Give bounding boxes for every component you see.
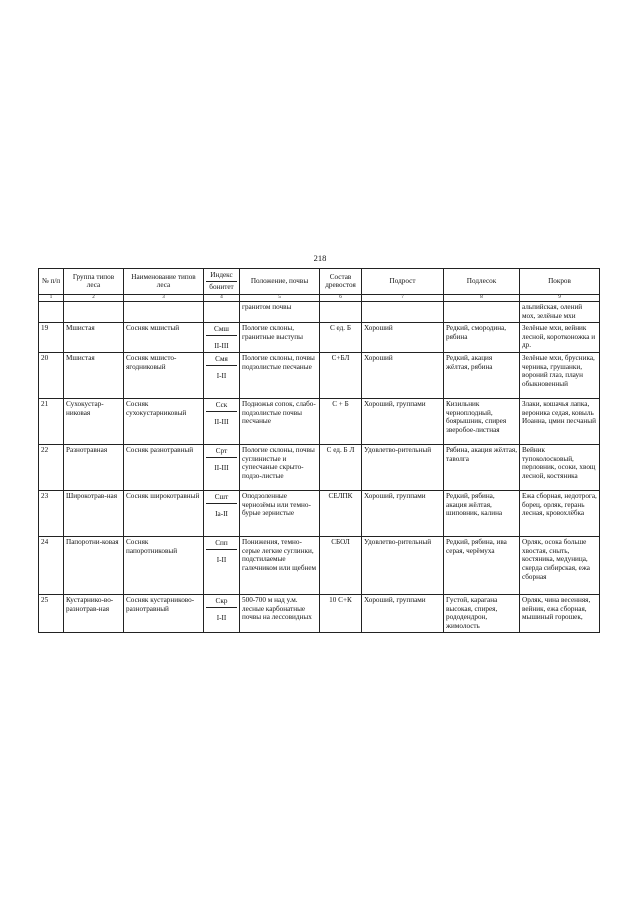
column-number: 2 (64, 294, 124, 301)
header-name: Наименование типов леса (124, 269, 204, 295)
cell-undergrowth: Хороший, группами (362, 490, 444, 536)
cell-num: 22 (39, 444, 64, 490)
cell-group: Мшистая (64, 322, 124, 352)
header-row (39, 269, 600, 295)
header-group: Группа типов леса (64, 269, 124, 295)
cell-undergrowth: Хороший (362, 352, 444, 398)
header-undergrowth: Подрост (362, 269, 444, 295)
table-row (39, 536, 600, 594)
column-number: 9 (520, 294, 600, 301)
cell-position: Пологие склоны, почвы суглинистые и супесчаные скрыто-подзо-листые (240, 444, 320, 490)
cell-index (204, 444, 240, 490)
header-index-bottom: бонитет (209, 282, 234, 291)
cell-num: 21 (39, 398, 64, 444)
table-row (39, 352, 600, 398)
cell-undergrowth: Удовлетво-рительный (362, 444, 444, 490)
cell-name: Сосняк разнотравный (124, 444, 204, 490)
cell-cover: Ежа сборная, недотрога, борец, орляк, герань лесная, кровохлёбка (520, 490, 600, 536)
cell-group: Разнотравная (64, 444, 124, 490)
continuation-row (39, 301, 600, 322)
cell-position: Пологие склоны, почвы подзолистые песчаные (240, 352, 320, 398)
continuation-cover: альпийская, олений мох, зелёные мхи (520, 301, 600, 322)
bonitet-value: II-III (214, 463, 229, 472)
table-row (39, 490, 600, 536)
cell-understory: Густой, карагана высокая, спирея, рододендрон, жимолость (444, 594, 520, 633)
cell-name: Сосняк кустарниково-разнотравный (124, 594, 204, 633)
cell-position: Подножья сопок, слабо-подзолистые почвы песчаные (240, 398, 320, 444)
bonitet-value: I-II (216, 371, 227, 380)
cell-num: 19 (39, 322, 64, 352)
cell-composition: СЕЛПК (320, 490, 362, 536)
index-code: Смш (206, 324, 237, 336)
cell-group: Сухокустар-никовая (64, 398, 124, 444)
cell-composition: 10 С+К (320, 594, 362, 633)
cell-position: 500-700 м над у.м. лесные карбонатные почвы на лессовидных (240, 594, 320, 633)
header-understory: Подлесок (444, 269, 520, 295)
cell-index (204, 490, 240, 536)
cell-index (204, 398, 240, 444)
index-code: Срт (206, 446, 237, 458)
cell-group: Папоротни-ковая (64, 536, 124, 594)
cell-num: 25 (39, 594, 64, 633)
bonitet-value: II-III (214, 417, 229, 426)
cell-cover: Орляк, чина весенняя, вейник, ежа сборная, мышиный горошек, (520, 594, 600, 633)
cell-cover: Злаки, кошачья лапка, вероника седая, ковыль Иоанна, цмин песчаный (520, 398, 600, 444)
column-number: 7 (362, 294, 444, 301)
cell-name: Сосняк широкотравный (124, 490, 204, 536)
column-number: 6 (320, 294, 362, 301)
header-position: Положение, почвы (240, 269, 320, 295)
cell-composition: СБОЛ (320, 536, 362, 594)
cell-understory: Редкий, рябина, ива серая, черёмуха (444, 536, 520, 594)
table-row (39, 594, 600, 633)
bonitet-value: Ia-II (215, 509, 228, 518)
cell-position: Оподзоленные чернозёмы или темно-бурые зернистые (240, 490, 320, 536)
cell-group: Мшистая (64, 352, 124, 398)
index-code: Сшт (206, 492, 237, 504)
cell-name: Сосняк мшисто-ягодниковый (124, 352, 204, 398)
cell-undergrowth: Хороший (362, 322, 444, 352)
column-number: 5 (240, 294, 320, 301)
header-index-top: Индекс (206, 270, 237, 282)
cell-undergrowth: Хороший, группами (362, 594, 444, 633)
cell-cover: Вейник тупоколосковый, перловник, осоки, хвощ лесной, костяника (520, 444, 600, 490)
index-code: Смя (206, 354, 237, 366)
cell-index (204, 594, 240, 633)
page-number: 218 (313, 253, 327, 263)
column-number: 4 (204, 294, 240, 301)
cell-undergrowth: Хороший, группами (362, 398, 444, 444)
cell-index (204, 322, 240, 352)
table-row (39, 444, 600, 490)
cell-understory: Редкий, рябина, акация жёлтая, шиповник, калина (444, 490, 520, 536)
table-row (39, 322, 600, 352)
column-number: 1 (39, 294, 64, 301)
cell-understory: Рябина, акация жёлтая, таволга (444, 444, 520, 490)
bonitet-value: I-II (216, 555, 227, 564)
cell-composition: С ед. Б (320, 322, 362, 352)
cell-composition: С ед. Б Л (320, 444, 362, 490)
forest-types-table (38, 268, 600, 633)
cell-num: 20 (39, 352, 64, 398)
cell-index (204, 352, 240, 398)
cell-group: Широкотрав-ная (64, 490, 124, 536)
cell-cover: Зелёные мхи, вейник лесной, коротконожка и др. (520, 322, 600, 352)
index-code: Сск (206, 400, 237, 412)
index-code: Скр (206, 596, 237, 608)
cell-position: Понижения, темно-серые легкие суглинки, подстилаемые галечником или щебнем (240, 536, 320, 594)
cell-group: Кустарнико-во-разнотрав-ная (64, 594, 124, 633)
cell-num: 24 (39, 536, 64, 594)
cell-understory: Редкий, смородина, рябина (444, 322, 520, 352)
cell-index (204, 536, 240, 594)
column-number: 8 (444, 294, 520, 301)
cell-understory: Кизильник черноплодный, боярышник, спирея зверобое-листная (444, 398, 520, 444)
header-cover: Покров (520, 269, 600, 295)
cell-num: 23 (39, 490, 64, 536)
cell-understory: Редкий, акация жёлтая, рябина (444, 352, 520, 398)
cell-name: Сосняк сухокустарниковый (124, 398, 204, 444)
column-number-row (39, 294, 600, 301)
cell-position: Пологие склоны, гранитные выступы (240, 322, 320, 352)
bonitet-value: II-III (214, 341, 229, 350)
continuation-position: гранитом почвы (240, 301, 320, 322)
table-row (39, 398, 600, 444)
cell-cover: Зелёные мхи, брусника, черника, грушанки, вороний глаз, плаун обыкновенный (520, 352, 600, 398)
index-code: Спп (206, 538, 237, 550)
bonitet-value: I-II (216, 613, 227, 622)
header-num: № п/п (39, 269, 64, 295)
cell-cover: Орляк, осока больше хвостая, сныть, костяника, медуница, скерда сибирская, ежа сборная (520, 536, 600, 594)
cell-name: Сосняк мшистый (124, 322, 204, 352)
cell-composition: С + Б (320, 398, 362, 444)
cell-composition: С+БЛ (320, 352, 362, 398)
column-number: 3 (124, 294, 204, 301)
cell-undergrowth: Удовлетво-рительный (362, 536, 444, 594)
header-composition: Состав древостоя (320, 269, 362, 295)
cell-name: Сосняк папоротниковый (124, 536, 204, 594)
header-index (204, 269, 240, 295)
